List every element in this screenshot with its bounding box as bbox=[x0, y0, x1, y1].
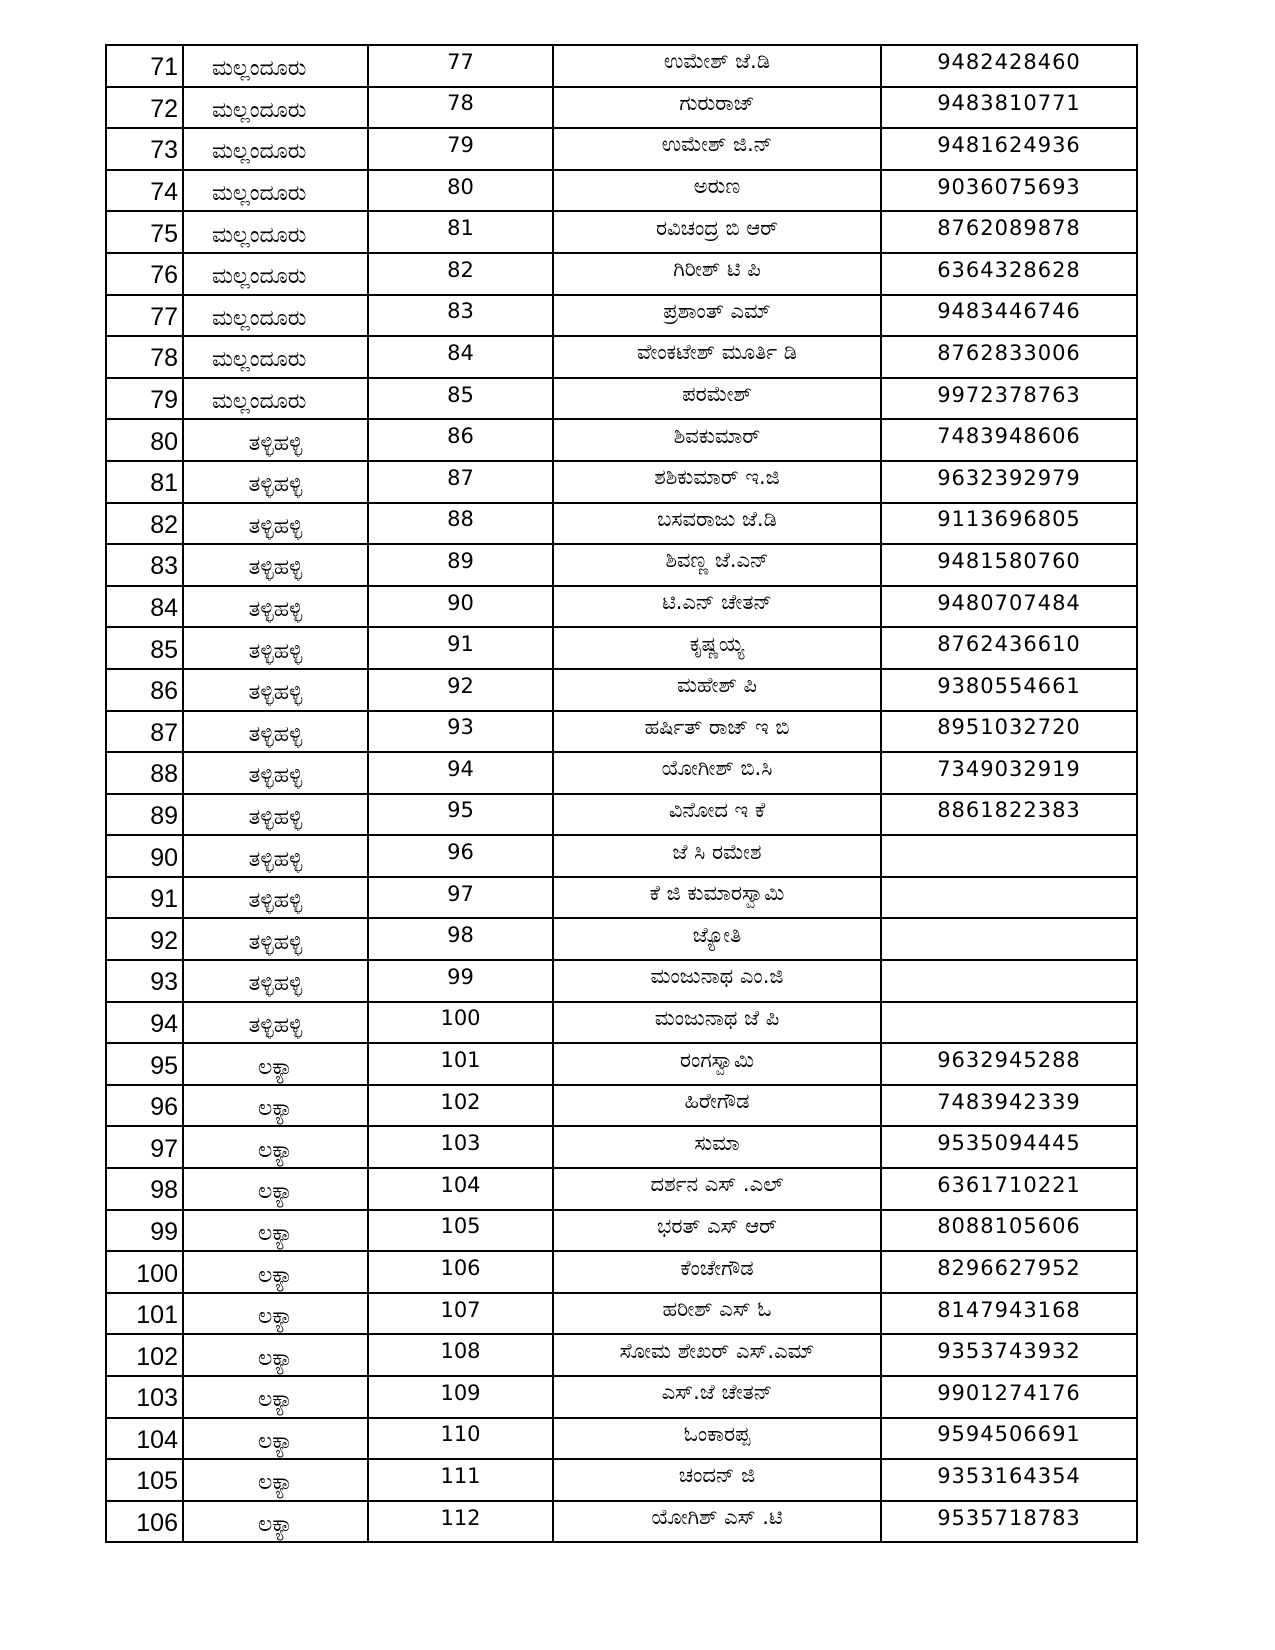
phone-cell: 9483810771 bbox=[881, 83, 1137, 125]
name-cell: ಮಂಜುನಾಥ ಎಂ.ಜಿ bbox=[553, 956, 881, 998]
table-row bbox=[106, 45, 1137, 87]
serial-number-cell: 71 bbox=[106, 47, 183, 89]
phone-cell: 9353743932 bbox=[881, 1330, 1137, 1372]
phone-cell: 9480707484 bbox=[881, 582, 1137, 624]
number-cell: 103 bbox=[368, 1122, 553, 1164]
phone-cell: 9483446746 bbox=[881, 291, 1137, 333]
number-cell: 91 bbox=[368, 623, 553, 665]
serial-number-cell: 84 bbox=[106, 588, 183, 630]
phone-cell: 8861822383 bbox=[881, 790, 1137, 832]
phone-cell: 8762436610 bbox=[881, 623, 1137, 665]
number-cell: 84 bbox=[368, 332, 553, 374]
village-cell: ಮಲ್ಲಂದೂರು bbox=[183, 256, 368, 298]
table-row bbox=[106, 1168, 1137, 1210]
village-cell: ಮಲ್ಲಂದೂರು bbox=[183, 48, 368, 90]
phone-cell: 7349032919 bbox=[881, 748, 1137, 790]
table-row bbox=[106, 1334, 1137, 1376]
name-cell: ಶಿವಕುಮಾರ್ bbox=[553, 415, 881, 457]
table-row bbox=[106, 794, 1137, 836]
number-cell: 104 bbox=[368, 1164, 553, 1206]
table-row bbox=[106, 711, 1137, 753]
number-cell: 97 bbox=[368, 873, 553, 915]
number-cell: 106 bbox=[368, 1247, 553, 1289]
name-cell: ವಿನೋದ ಇ ಕೆ bbox=[553, 790, 881, 832]
phone-cell: 9535094445 bbox=[881, 1122, 1137, 1164]
number-cell: 87 bbox=[368, 457, 553, 499]
number-cell: 81 bbox=[368, 207, 553, 249]
number-cell: 96 bbox=[368, 831, 553, 873]
village-cell: ತಳ್ಳಿಹಳ್ಳಿ bbox=[183, 589, 368, 631]
phone-cell: 9353164354 bbox=[881, 1455, 1137, 1497]
name-cell: ಶಶಿಕುಮಾರ್ ಇ.ಜಿ bbox=[553, 457, 881, 499]
phone-cell: 9113696805 bbox=[881, 499, 1137, 541]
serial-number-cell: 102 bbox=[106, 1336, 183, 1378]
village-cell: ಮಲ್ಲಂದೂರು bbox=[183, 173, 368, 215]
table-row bbox=[106, 960, 1137, 1002]
number-cell: 83 bbox=[368, 291, 553, 333]
number-cell: 109 bbox=[368, 1372, 553, 1414]
village-cell: ತಳ್ಳಿಹಳ್ಳಿ bbox=[183, 672, 368, 714]
table-row bbox=[106, 918, 1137, 960]
phone-cell: 9036075693 bbox=[881, 166, 1137, 208]
number-cell: 79 bbox=[368, 124, 553, 166]
name-cell: ಜೆ ಸಿ ರಮೇಶ bbox=[553, 831, 881, 873]
serial-number-cell: 78 bbox=[106, 338, 183, 380]
table-row bbox=[106, 1085, 1137, 1127]
name-cell: ಶಿವಣ್ಣ ಜೆ.ಎನ್ bbox=[553, 540, 881, 582]
phone-cell: 7483948606 bbox=[881, 415, 1137, 457]
village-cell: ತಳ್ಳಿಹಳ್ಳಿ bbox=[183, 1005, 368, 1047]
name-cell: ಅರುಣ bbox=[553, 166, 881, 208]
village-cell: ತಳ್ಳಿಹಳ್ಳಿ bbox=[183, 464, 368, 506]
phone-cell: 9535718783 bbox=[881, 1497, 1137, 1539]
serial-number-cell: 85 bbox=[106, 629, 183, 671]
serial-number-cell: 97 bbox=[106, 1128, 183, 1170]
number-cell: 112 bbox=[368, 1497, 553, 1539]
phone-cell bbox=[881, 914, 1137, 956]
serial-number-cell: 73 bbox=[106, 130, 183, 172]
number-cell: 94 bbox=[368, 748, 553, 790]
serial-number-cell: 98 bbox=[106, 1170, 183, 1212]
serial-number-cell: 81 bbox=[106, 463, 183, 505]
name-cell: ವೇಂಕಟೇಶ್ ಮೂರ್ತಿ ಡಿ bbox=[553, 332, 881, 374]
table-row bbox=[106, 752, 1137, 794]
table-row bbox=[106, 1251, 1137, 1293]
name-cell: ಉಮೇಶ್ ಜಿ.ನ್ bbox=[553, 124, 881, 166]
village-cell: ತಳ್ಳಿಹಳ್ಳಿ bbox=[183, 963, 368, 1005]
phone-cell: 6361710221 bbox=[881, 1164, 1137, 1206]
number-cell: 111 bbox=[368, 1455, 553, 1497]
phone-cell: 8088105606 bbox=[881, 1206, 1137, 1248]
number-cell: 98 bbox=[368, 914, 553, 956]
number-cell: 78 bbox=[368, 83, 553, 125]
phone-cell: 9632392979 bbox=[881, 457, 1137, 499]
village-cell: ತಳ್ಳಿಹಳ್ಳಿ bbox=[183, 755, 368, 797]
phone-cell bbox=[881, 956, 1137, 998]
number-cell: 89 bbox=[368, 540, 553, 582]
name-cell: ಜ್ಯೋತಿ bbox=[553, 914, 881, 956]
table-row bbox=[106, 544, 1137, 586]
name-cell: ಓಂಕಾರಪ್ಪ bbox=[553, 1414, 881, 1456]
name-cell: ಕೃಷ್ಣಯ್ಯ bbox=[553, 623, 881, 665]
serial-number-cell: 74 bbox=[106, 172, 183, 214]
number-cell: 77 bbox=[368, 41, 553, 83]
name-cell: ಯೋಗಿಶ್ ಎಸ್ .ಟಿ bbox=[553, 1497, 881, 1539]
name-cell: ಪರಮೇಶ್ bbox=[553, 374, 881, 416]
number-cell: 102 bbox=[368, 1081, 553, 1123]
village-cell: ಲಕ್ಯಾ bbox=[183, 1296, 368, 1338]
village-cell: ಮಲ್ಲಂದೂರು bbox=[183, 214, 368, 256]
data-table bbox=[105, 44, 1138, 1543]
table-row bbox=[106, 128, 1137, 170]
name-cell: ಮಂಜುನಾಥ ಜೆ ಪಿ bbox=[553, 998, 881, 1040]
serial-number-cell: 75 bbox=[106, 213, 183, 255]
serial-number-cell: 100 bbox=[106, 1253, 183, 1295]
number-cell: 107 bbox=[368, 1289, 553, 1331]
table-body bbox=[106, 45, 1137, 1542]
number-cell: 93 bbox=[368, 707, 553, 749]
name-cell: ಉಮೇಶ್ ಜೆ.ಡಿ bbox=[553, 41, 881, 83]
phone-cell: 9482428460 bbox=[881, 41, 1137, 83]
name-cell: ಯೋಗೀಶ್ ಬಿ.ಸಿ bbox=[553, 748, 881, 790]
number-cell: 95 bbox=[368, 790, 553, 832]
table-row bbox=[106, 1459, 1137, 1501]
table-row bbox=[106, 1293, 1137, 1335]
table-row bbox=[106, 877, 1137, 919]
number-cell: 80 bbox=[368, 166, 553, 208]
village-cell: ತಳ್ಳಿಹಳ್ಳಿ bbox=[183, 422, 368, 464]
table-row bbox=[106, 1418, 1137, 1460]
village-cell: ತಳ್ಳಿಹಳ್ಳಿ bbox=[183, 630, 368, 672]
table-row bbox=[106, 1210, 1137, 1252]
village-cell: ಲಕ್ಯಾ bbox=[183, 1088, 368, 1130]
serial-number-cell: 92 bbox=[106, 920, 183, 962]
name-cell: ಸೋಮ ಶೇಖರ್ ಎಸ್.ಎಮ್ bbox=[553, 1330, 881, 1372]
serial-number-cell: 89 bbox=[106, 796, 183, 838]
phone-cell: 9380554661 bbox=[881, 665, 1137, 707]
name-cell: ಕೆ ಜಿ ಕುಮಾರಸ್ವಾಮಿ bbox=[553, 873, 881, 915]
village-cell: ತಳ್ಳಿಹಳ್ಳಿ bbox=[183, 547, 368, 589]
table-row bbox=[106, 1002, 1137, 1044]
phone-cell bbox=[881, 873, 1137, 915]
name-cell: ಭರತ್ ಎಸ್ ಆರ್ bbox=[553, 1206, 881, 1248]
name-cell: ಹರ್ಷಿತ್ ರಾಜ್ ಇ ಬಿ bbox=[553, 707, 881, 749]
number-cell: 108 bbox=[368, 1330, 553, 1372]
table-row bbox=[106, 87, 1137, 129]
village-cell: ತಳ್ಳಿಹಳ್ಳಿ bbox=[183, 714, 368, 756]
phone-cell: 9901274176 bbox=[881, 1372, 1137, 1414]
serial-number-cell: 77 bbox=[106, 297, 183, 339]
phone-cell: 8762833006 bbox=[881, 332, 1137, 374]
table-row bbox=[106, 336, 1137, 378]
table-row bbox=[106, 211, 1137, 253]
serial-number-cell: 101 bbox=[106, 1295, 183, 1337]
name-cell: ಪ್ರಶಾಂತ್ ಎಮ್ bbox=[553, 291, 881, 333]
number-cell: 85 bbox=[368, 374, 553, 416]
serial-number-cell: 87 bbox=[106, 713, 183, 755]
serial-number-cell: 91 bbox=[106, 879, 183, 921]
number-cell: 92 bbox=[368, 665, 553, 707]
number-cell: 86 bbox=[368, 415, 553, 457]
serial-number-cell: 76 bbox=[106, 255, 183, 297]
serial-number-cell: 104 bbox=[106, 1420, 183, 1462]
village-cell: ಲಕ್ಯಾ bbox=[183, 1129, 368, 1171]
serial-number-cell: 90 bbox=[106, 837, 183, 879]
number-cell: 105 bbox=[368, 1206, 553, 1248]
name-cell: ದರ್ಶನ ಎಸ್ .ಎಲ್ bbox=[553, 1164, 881, 1206]
serial-number-cell: 96 bbox=[106, 1087, 183, 1129]
phone-cell bbox=[881, 998, 1137, 1040]
name-cell: ರಂಗಸ್ವಾಮಿ bbox=[553, 1039, 881, 1081]
name-cell: ಸುಮಾ bbox=[553, 1122, 881, 1164]
table-row bbox=[106, 669, 1137, 711]
number-cell: 99 bbox=[368, 956, 553, 998]
serial-number-cell: 72 bbox=[106, 89, 183, 131]
village-cell: ತಳ್ಳಿಹಳ್ಳಿ bbox=[183, 838, 368, 880]
table-row bbox=[106, 378, 1137, 420]
number-cell: 82 bbox=[368, 249, 553, 291]
village-cell: ತಳ್ಳಿಹಳ್ಳಿ bbox=[183, 921, 368, 963]
table-row bbox=[106, 1376, 1137, 1418]
phone-cell: 8147943168 bbox=[881, 1289, 1137, 1331]
village-cell: ಲಕ್ಯಾ bbox=[183, 1337, 368, 1379]
name-cell: ಚಂದನ್ ಜಿ bbox=[553, 1455, 881, 1497]
name-cell: ಹರೀಶ್ ಎಸ್ ಓ bbox=[553, 1289, 881, 1331]
serial-number-cell: 103 bbox=[106, 1378, 183, 1420]
village-cell: ತಳ್ಳಿಹಳ್ಳಿ bbox=[183, 797, 368, 839]
name-cell: ಟಿ.ಎನ್ ಚೇತನ್ bbox=[553, 582, 881, 624]
phone-cell: 7483942339 bbox=[881, 1081, 1137, 1123]
name-cell: ಗುರುರಾಜ್ bbox=[553, 83, 881, 125]
serial-number-cell: 106 bbox=[106, 1503, 183, 1545]
name-cell: ಹಿರೇಗೌಡ bbox=[553, 1081, 881, 1123]
name-cell: ಎಸ್.ಜೆ ಚೇತನ್ bbox=[553, 1372, 881, 1414]
phone-cell bbox=[881, 831, 1137, 873]
number-cell: 90 bbox=[368, 582, 553, 624]
village-cell: ಮಲ್ಲಂದೂರು bbox=[183, 131, 368, 173]
village-cell: ಲಕ್ಯಾ bbox=[183, 1046, 368, 1088]
phone-cell: 9972378763 bbox=[881, 374, 1137, 416]
phone-cell: 9481580760 bbox=[881, 540, 1137, 582]
village-cell: ಲಕ್ಯಾ bbox=[183, 1504, 368, 1546]
phone-cell: 9594506691 bbox=[881, 1414, 1137, 1456]
table-row bbox=[106, 586, 1137, 628]
phone-cell: 9632945288 bbox=[881, 1039, 1137, 1081]
village-cell: ತಳ್ಳಿಹಳ್ಳಿ bbox=[183, 506, 368, 548]
serial-number-cell: 94 bbox=[106, 1004, 183, 1046]
serial-number-cell: 79 bbox=[106, 380, 183, 422]
table-row bbox=[106, 835, 1137, 877]
table-row bbox=[106, 503, 1137, 545]
serial-number-cell: 95 bbox=[106, 1045, 183, 1087]
village-cell: ಲಕ್ಯಾ bbox=[183, 1462, 368, 1504]
table-row bbox=[106, 1043, 1137, 1085]
serial-number-cell: 93 bbox=[106, 962, 183, 1004]
phone-cell: 8296627952 bbox=[881, 1247, 1137, 1289]
number-cell: 100 bbox=[368, 998, 553, 1040]
table-row bbox=[106, 627, 1137, 669]
serial-number-cell: 80 bbox=[106, 421, 183, 463]
village-cell: ಮಲ್ಲಂದೂರು bbox=[183, 339, 368, 381]
table-row bbox=[106, 253, 1137, 295]
table-row bbox=[106, 1126, 1137, 1168]
phone-cell: 8762089878 bbox=[881, 207, 1137, 249]
phone-cell: 6364328628 bbox=[881, 249, 1137, 291]
village-cell: ತಳ್ಳಿಹಳ್ಳಿ bbox=[183, 880, 368, 922]
phone-cell: 8951032720 bbox=[881, 707, 1137, 749]
serial-number-cell: 105 bbox=[106, 1461, 183, 1503]
name-cell: ರವಿಚಂದ್ರ ಬಿ ಆರ್ bbox=[553, 207, 881, 249]
village-cell: ಲಕ್ಯಾ bbox=[183, 1379, 368, 1421]
number-cell: 110 bbox=[368, 1414, 553, 1456]
table-row bbox=[106, 170, 1137, 212]
serial-number-cell: 99 bbox=[106, 1212, 183, 1254]
serial-number-cell: 83 bbox=[106, 546, 183, 588]
table-row bbox=[106, 461, 1137, 503]
number-cell: 88 bbox=[368, 499, 553, 541]
phone-cell: 9481624936 bbox=[881, 124, 1137, 166]
table-row bbox=[106, 295, 1137, 337]
serial-number-cell: 88 bbox=[106, 754, 183, 796]
village-cell: ಲಕ್ಯಾ bbox=[183, 1171, 368, 1213]
table-row bbox=[106, 419, 1137, 461]
name-cell: ಗಿರೀಶ್ ಟಿ ಪಿ bbox=[553, 249, 881, 291]
village-cell: ಲಕ್ಯಾ bbox=[183, 1254, 368, 1296]
village-cell: ಮಲ್ಲಂದೂರು bbox=[183, 298, 368, 340]
name-cell: ಬಸವರಾಜು ಜೆ.ಡಿ bbox=[553, 499, 881, 541]
village-cell: ಲಕ್ಯಾ bbox=[183, 1421, 368, 1463]
village-cell: ಮಲ್ಲಂದೂರು bbox=[183, 381, 368, 423]
name-cell: ಕೆಂಚೇಗೌಡ bbox=[553, 1247, 881, 1289]
name-cell: ಮಹೇಶ್ ಪಿ bbox=[553, 665, 881, 707]
village-cell: ಮಲ್ಲಂದೂರು bbox=[183, 90, 368, 132]
number-cell: 101 bbox=[368, 1039, 553, 1081]
serial-number-cell: 82 bbox=[106, 505, 183, 547]
serial-number-cell: 86 bbox=[106, 671, 183, 713]
village-cell: ಲಕ್ಯಾ bbox=[183, 1213, 368, 1255]
table-row bbox=[106, 1501, 1137, 1543]
